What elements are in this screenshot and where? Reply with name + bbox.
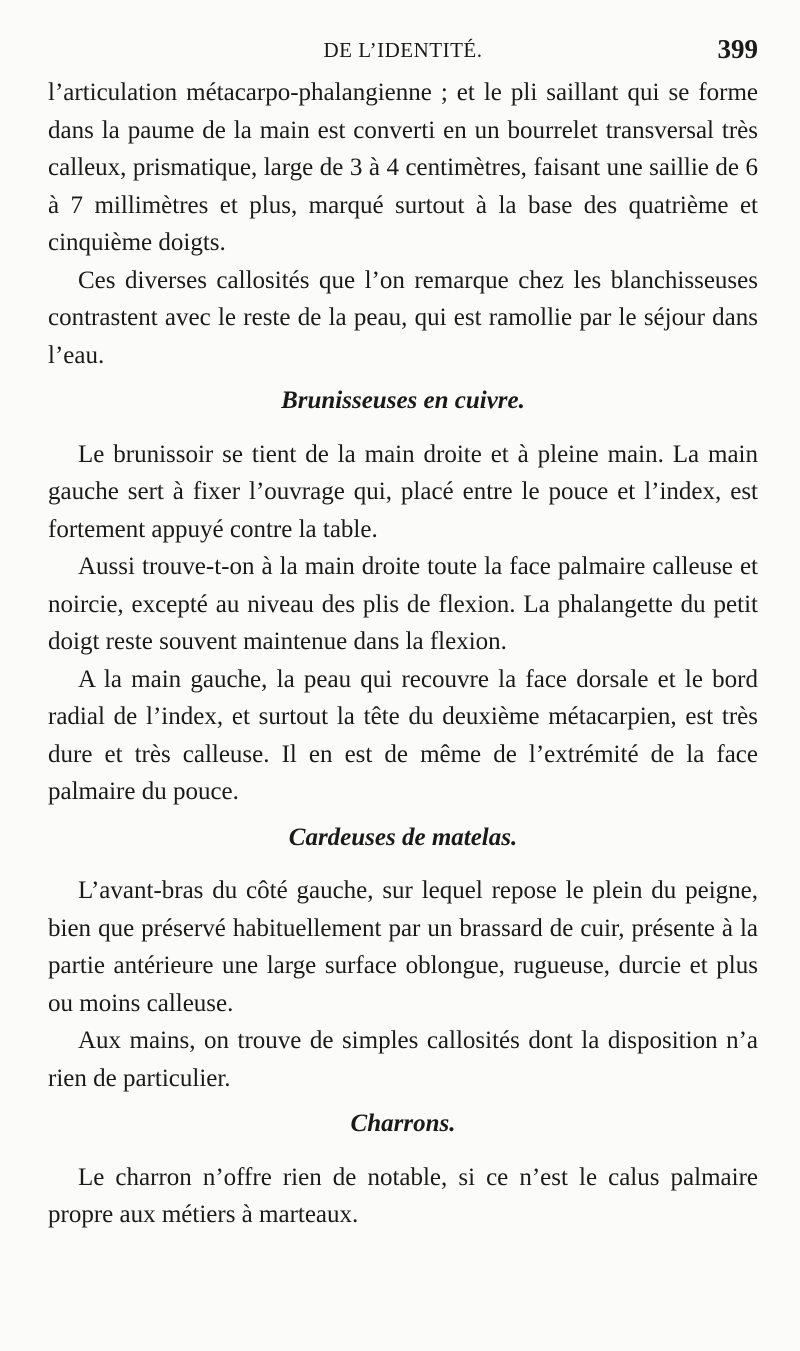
running-header <box>48 34 758 68</box>
paragraph-blanchisseuses: Ces diverses callosités que l’on remarque chez les blanchisseuses contrastent avec le reste de la peau, qui est ramollie par le séjour dans l’eau. <box>48 266 758 369</box>
paragraph-avant-bras: L’avant-bras du côté gauche, sur lequel repose le plein du peigne, bien que préservé habituellement par un brassard de cuir, présente à la partie antérieure une large surface oblongue, rugueuse, durcie et plus ou moins calleuse. <box>48 877 758 1017</box>
paragraph-brunissoir: Le brunissoir se tient de la main droite et à pleine main. La main gauche sert à fixer l’ouvrage qui, placé entre le pouce et l’index, est fortement appuyé contre la table. <box>48 440 758 543</box>
text-block <box>48 74 758 1234</box>
paragraph-main-gauche: A la main gauche, la peau qui recouvre la face dorsale et le bord radial de l’index, et surtout la tête du deuxième métacarpien, est très dure et très calleuse. Il en est de même de l’extrémité de la face palmaire du pouce. <box>48 665 758 805</box>
paragraph-continuation: l’articulation métacarpo-phalangienne ; et le pli saillant qui se forme dans la paume de la main est converti en un bourrelet transversal très calleux, prismatique, large de 3 à 4 centimètres, faisant une saillie de 6 à 7 millimètres et plus, marqué surtout à la base des quatrième et cinquième doigts. <box>48 79 758 256</box>
paragraph-main-droite: Aussi trouve-t-on à la main droite toute la face palmaire calleuse et noircie, excepté au niveau des plis de flexion. La phalangette du petit doigt reste souvent maintenue dans la flexion. <box>48 553 758 655</box>
section-heading-cardeuses: Cardeuses de matelas. <box>288 823 518 851</box>
section-heading-brunisseuses: Brunisseuses en cuivre. <box>281 387 525 414</box>
running-title: DE L’IDENTITÉ. <box>323 38 483 62</box>
paragraph-charron: Le charron n’offre rien de notable, si ce n’est le calus palmaire propre aux métiers à marteaux. <box>48 1163 758 1228</box>
paragraph-mains: Aux mains, on trouve de simples callosités dont la disposition n’a rien de particulier. <box>48 1027 758 1092</box>
page-number: 399 <box>717 34 758 64</box>
section-heading-charrons: Charrons. <box>350 1110 456 1137</box>
